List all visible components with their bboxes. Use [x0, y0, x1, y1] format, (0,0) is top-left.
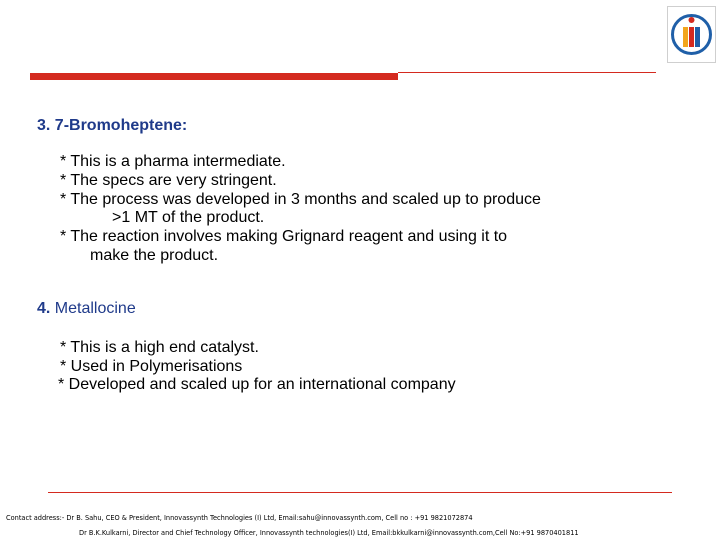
bullet-line: * Used in Polymerisations — [60, 358, 243, 375]
section-number: 3. — [37, 117, 51, 134]
bullet-line: * The reaction involves making Grignard reagent and using it to — [60, 228, 508, 245]
bullet-line: * Developed and scaled up for an international company — [58, 376, 456, 393]
section-number: 4. — [37, 300, 51, 317]
bullet-line-continuation: >1 MT of the product. — [112, 209, 265, 226]
header-divider-line — [398, 72, 656, 73]
bullet-line: * This is a high end catalyst. — [60, 339, 259, 356]
footer-contact-line: Dr B.K.Kulkarni, Director and Chief Technology Officer, Innovassynth technologies(I) Ltd, Email:bkkulkarni@innovassynth.com,Cell No:+91 9870401811 — [79, 529, 579, 537]
company-logo-icon — [667, 6, 716, 63]
bullet-line: * The specs are very stringent. — [60, 172, 277, 189]
bullet-line: * This is a pharma intermediate. — [60, 153, 286, 170]
bullet-line: * The process was developed in 3 months and scaled up to produce — [60, 191, 541, 208]
section-title: 7-Bromoheptene: — [54, 117, 188, 134]
section-heading-bromoheptene — [37, 116, 187, 136]
header-accent-bar — [30, 73, 398, 80]
footer-contact-line: Contact address:- Dr B. Sahu, CEO & President, Innovassynth Technologies (I) Ltd, Email:sahu@innovassynth.com, Cell no : +91 9821072874 — [6, 514, 473, 522]
footer-divider-line — [48, 492, 672, 493]
section-heading-metallocine — [37, 299, 136, 319]
section-title: Metallocine — [54, 300, 136, 317]
bullet-line-continuation: make the product. — [90, 247, 219, 264]
